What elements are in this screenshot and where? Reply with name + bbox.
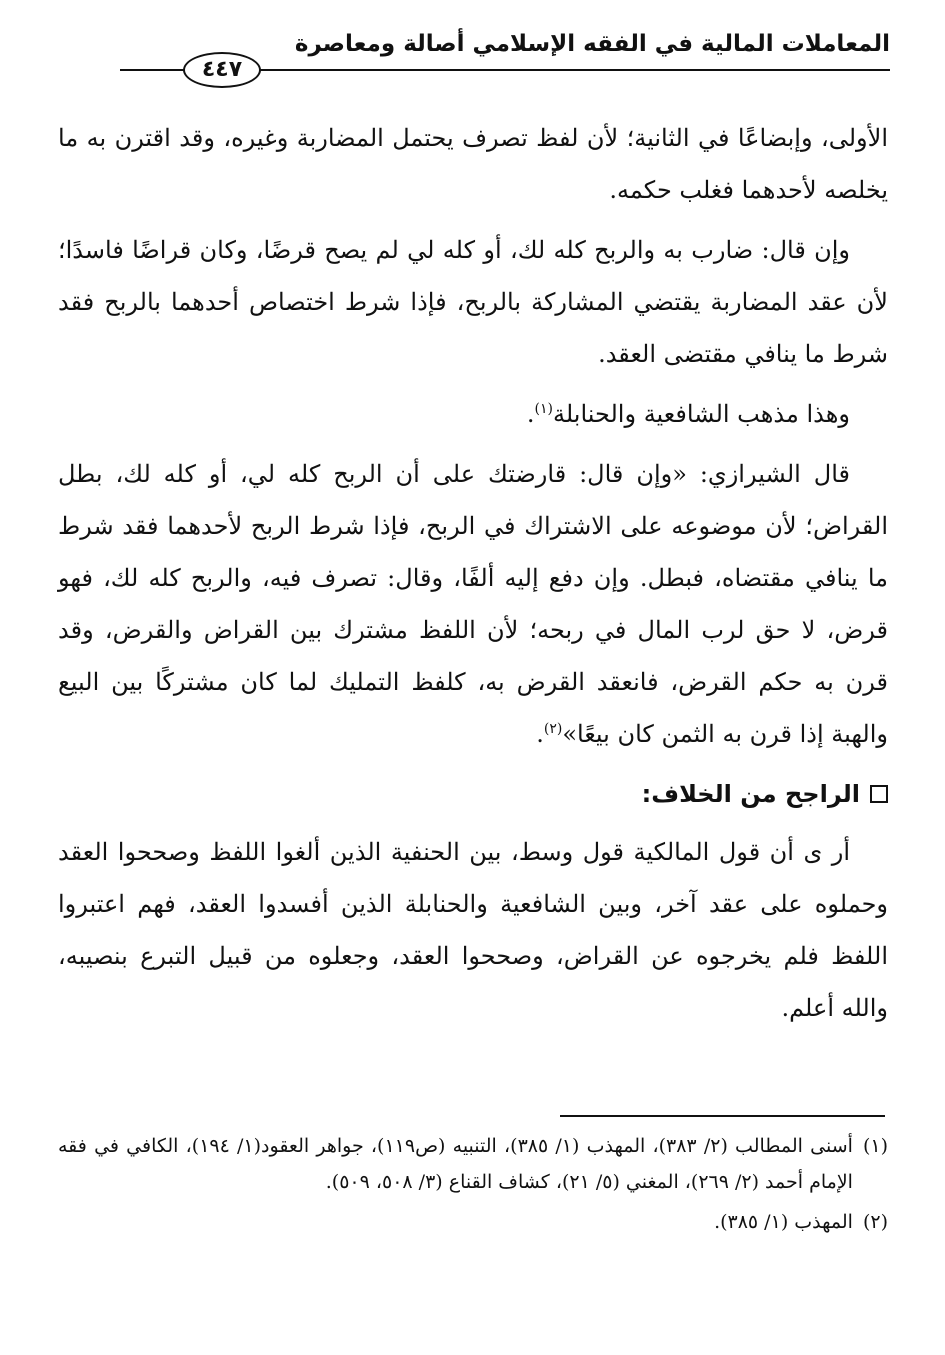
footnote-ref-1[interactable]: (١) <box>534 401 553 417</box>
footnote-ref-2[interactable]: (٢) <box>543 721 563 737</box>
paragraph-4 <box>58 448 888 760</box>
footnote-text: أسنى المطالب (٢/ ٣٨٣)، المهذب (١/ ٣٨٥)، التنبيه (ص١١٩)، جواهر العقود(١/ ١٩٤)، الكافي في فقه الإمام أحمد (٢/ ٢٦٩)، المغني (٥/ ٢١)، كشاف القناع (٣/ ٥٠٨، ٥٠٩). <box>58 1135 853 1193</box>
footnote-2 <box>58 1204 888 1240</box>
footnote-separator <box>560 1115 885 1117</box>
paragraph-3-text: وهذا مذهب الشافعية والحنابلة <box>552 400 850 428</box>
paragraph-2: وإن قال: ضارب به والربح كله لك، أو كله لي لم يصح قرضًا، وكان قراضًا فاسدًا؛ لأن عقد المضاربة يقتضي المشاركة بالربح، فإذا شرط اختصاص أحدهما بالربح فقد شرط ما ينافي مقتضى العقد. <box>58 236 888 368</box>
period: . <box>536 720 544 748</box>
footnote-number: (١) <box>862 1135 888 1157</box>
paragraph-1: الأولى، وإبضاعًا في الثانية؛ لأن لفظ تصرف يحتمل المضاربة وغيره، وقد اقترن به ما يخلصه لأحدهما فغلب حكمه. <box>58 124 888 204</box>
paragraph-4-text: قال الشيرازي: «وإن قال: قارضتك على أن الربح كله لي، أو كله لك، بطل القراض؛ لأن موضوعه على الاشتراك في الربح، فإذا شرط الربح لأحدهما فقد شرط ما ينافي مقتضاه، فبطل. وإن دفع إليه ألفًا، وقال: تصرف فيه، والربح كله لك، فهو قرض، لا حق لرب المال في ربحه؛ لأن اللفظ مشترك بين القراض والقرض، وقد قرن به حكم القرض، فانعقد القرض به، كلفظ التمليك لما كان مشتركًا بين البيع والهبة إذا قرن به الثمن كان بيعًا» <box>58 460 889 748</box>
footnote-text: المهذب (١/ ٣٨٥). <box>714 1211 853 1233</box>
paragraph-3 <box>58 388 888 440</box>
section-paragraph: أر ى أن قول المالكية قول وسط، بين الحنفية الذين ألغوا اللفظ وصححوا العقد وحملوه على عقد آخر، وبين الشافعية والحنابلة الذين أفسدوا العقد، فهم اعتبروا اللفظ فلم يخرجوه عن القراض، وصححوا العقد، وجعلوه من قبيل التبرع بنصيبه، والله أعلم. <box>58 838 888 1022</box>
running-header-title: المعاملات المالية في الفقه الإسلامي أصالة ومعاصرة <box>294 31 890 57</box>
square-bullet-icon <box>870 785 888 803</box>
section-heading <box>58 768 888 820</box>
footnotes <box>58 1128 888 1244</box>
body-text <box>58 112 888 1042</box>
section-heading-text: الراجح من الخلاف: <box>641 780 860 808</box>
footnote-1 <box>58 1128 888 1200</box>
footnote-number: (٢) <box>862 1211 888 1233</box>
period: . <box>526 400 535 428</box>
page-number-badge: ٤٤٧ <box>183 52 261 88</box>
